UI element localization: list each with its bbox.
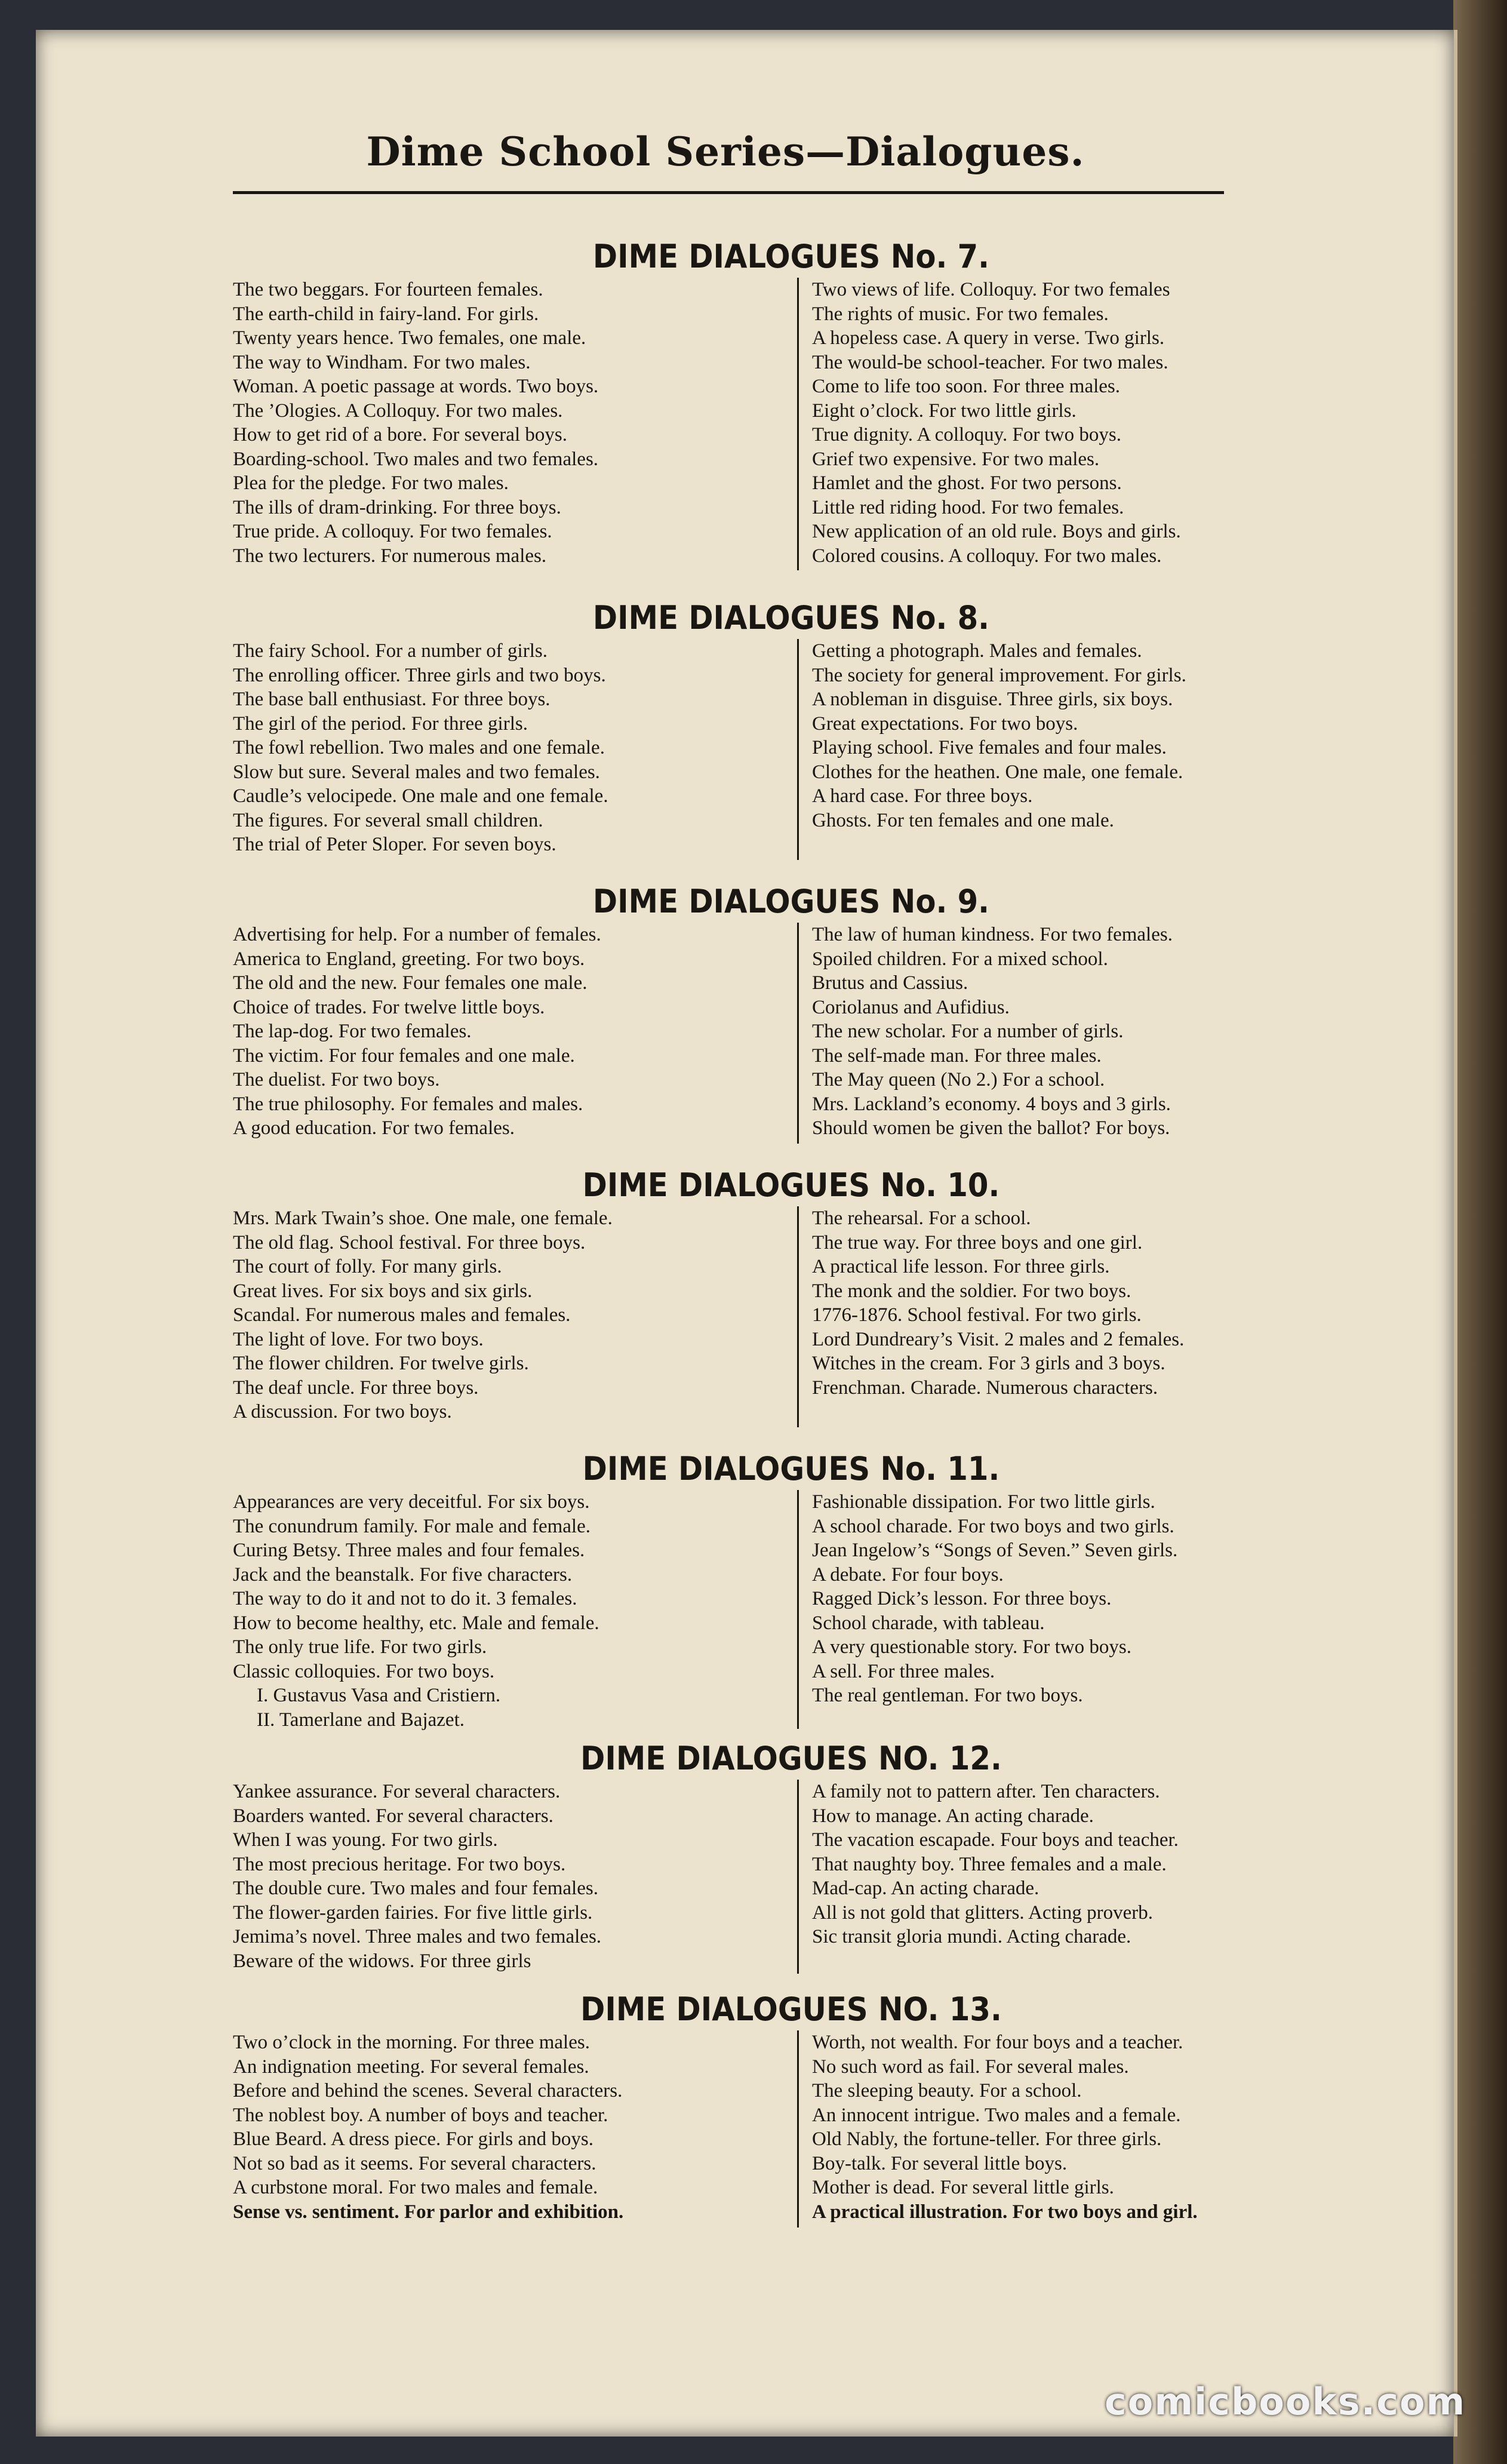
list-item: The double cure. Two males and four females. <box>233 1878 598 1899</box>
right-column <box>812 1206 1349 1400</box>
list-item: The flower-garden fairies. For five little girls. <box>233 1901 593 1924</box>
list-item: A good education. For two females. <box>233 1117 515 1139</box>
column-divider <box>797 278 799 570</box>
list-item: How to become healthy, etc. Male and female. <box>233 1612 599 1634</box>
list-item: A very questionable story. For two boys. <box>812 1636 1131 1658</box>
list-item: Playing school. Five females and four males. <box>812 737 1167 758</box>
list-item: A school charade. For two boys and two girls. <box>812 1515 1174 1537</box>
list-item: Ragged Dick’s lesson. For three boys. <box>812 1588 1112 1609</box>
list-item: The flower children. For twelve girls. <box>233 1353 529 1374</box>
list-item: The monk and the soldier. For two boys. <box>812 1280 1131 1302</box>
list-item: II. Tamerlane and Bajazet. <box>257 1709 465 1731</box>
section-columns <box>233 923 1349 1144</box>
section-columns <box>233 1206 1349 1427</box>
header-rule <box>233 191 1224 194</box>
section-title: DIME DIALOGUES NO. 13. <box>580 1990 1002 2028</box>
list-item: Fashionable dissipation. For two little girls. <box>812 1491 1155 1513</box>
list-item: The true way. For three boys and one girl. <box>812 1231 1143 1253</box>
list-item: Come to life too soon. For three males. <box>812 376 1120 397</box>
list-item: Caudle’s velocipede. One male and one female. <box>233 785 608 807</box>
list-item: Colored cousins. A colloquy. For two males. <box>812 545 1162 567</box>
site-watermark: comicbooks.com <box>1105 2380 1466 2423</box>
list-item: True pride. A colloquy. For two females. <box>233 521 552 542</box>
list-item: Plea for the pledge. For two males. <box>233 472 509 494</box>
list-item: Lord Dundreary’s Visit. 2 males and 2 females. <box>812 1328 1185 1350</box>
list-item: Slow but sure. Several males and two females. <box>233 761 600 783</box>
list-item: Mother is dead. For several little girls. <box>812 2177 1114 2198</box>
list-item: Mrs. Lackland’s economy. 4 boys and 3 girls. <box>812 1093 1171 1115</box>
list-item: Classic colloquies. For two boys. <box>233 1660 495 1682</box>
list-item: Before and behind the scenes. Several characters. <box>233 2080 623 2102</box>
list-item: The rights of music. For two females. <box>812 303 1109 325</box>
list-item: The base ball enthusiast. For three boys. <box>233 689 550 710</box>
list-item: Boy-talk. For several little boys. <box>812 2152 1068 2174</box>
section-title: DIME DIALOGUES NO. 12. <box>580 1740 1002 1777</box>
left-column <box>233 639 782 857</box>
list-item: I. Gustavus Vasa and Cristiern. <box>257 1685 501 1706</box>
list-item: The two lecturers. For numerous males. <box>233 545 547 567</box>
list-item: Blue Beard. A dress piece. For girls and boys. <box>233 2128 593 2150</box>
list-item: A practical illustration. For two boys and girl. <box>812 2201 1198 2223</box>
list-item: Choice of trades. For twelve little boys. <box>233 996 545 1018</box>
column-divider <box>797 1780 799 1974</box>
right-column <box>812 2030 1349 2224</box>
list-item: Coriolanus and Aufidius. <box>812 996 1010 1018</box>
section-dialogues-8 <box>233 597 1349 860</box>
list-item: The ’Ologies. A Colloquy. For two males. <box>233 400 563 422</box>
list-item: The old and the new. Four females one male. <box>233 972 588 994</box>
list-item: A debate. For four boys. <box>812 1563 1004 1586</box>
list-item: The lap-dog. For two females. <box>233 1021 472 1042</box>
list-item: Mrs. Mark Twain’s shoe. One male, one female. <box>233 1208 613 1229</box>
list-item: The true philosophy. For females and males. <box>233 1093 583 1115</box>
list-item: The way to Windham. For two males. <box>233 351 531 373</box>
section-dialogues-7 <box>233 236 1349 570</box>
list-item: 1776-1876. School festival. For two girls. <box>812 1304 1142 1326</box>
section-dialogues-10 <box>233 1165 1349 1427</box>
list-item: New application of an old rule. Boys and girls. <box>812 521 1181 542</box>
column-divider <box>797 639 799 860</box>
list-item: All is not gold that glitters. Acting proverb. <box>812 1901 1154 1924</box>
column-divider <box>797 1490 799 1729</box>
list-item: The new scholar. For a number of girls. <box>812 1021 1124 1042</box>
list-item: Advertising for help. For a number of females. <box>233 924 601 945</box>
section-title: DIME DIALOGUES No. 8. <box>592 599 990 637</box>
column-divider <box>797 1206 799 1427</box>
list-item: The conundrum family. For male and female. <box>233 1515 591 1537</box>
list-item: The deaf uncle. For three boys. <box>233 1377 479 1399</box>
list-item: A curbstone moral. For two males and female. <box>233 2177 598 2198</box>
list-item: Spoiled children. For a mixed school. <box>812 948 1108 970</box>
list-item: A sell. For three males. <box>812 1660 995 1682</box>
list-item: The real gentleman. For two boys. <box>812 1685 1083 1706</box>
list-item: The rehearsal. For a school. <box>812 1208 1031 1229</box>
list-item: The only true life. For two girls. <box>233 1636 487 1658</box>
list-item: Mad-cap. An acting charade. <box>812 1878 1039 1899</box>
list-item: The way to do it and not to do it. 3 females. <box>233 1588 577 1609</box>
list-item: The fowl rebellion. Two males and one female. <box>233 737 605 758</box>
list-item: True dignity. A colloquy. For two boys. <box>812 424 1121 446</box>
list-item: Old Nably, the fortune-teller. For three girls. <box>812 2128 1162 2150</box>
list-item: The society for general improvement. For girls. <box>812 664 1186 686</box>
list-item: The noblest boy. A number of boys and teacher. <box>233 2104 608 2126</box>
list-item: Hamlet and the ghost. For two persons. <box>812 472 1122 494</box>
list-item: The most precious heritage. For two boys. <box>233 1853 566 1875</box>
book-binding <box>1453 0 1507 2464</box>
list-item: Two views of life. Colloquy. For two females <box>812 279 1170 300</box>
section-columns <box>233 2030 1349 2228</box>
list-item: A practical life lesson. For three girls. <box>812 1256 1110 1277</box>
list-item: Boarders wanted. For several characters. <box>233 1805 553 1827</box>
list-item: Curing Betsy. Three males and four females. <box>233 1540 585 1561</box>
list-item: The old flag. School festival. For three boys. <box>233 1231 586 1253</box>
list-item: Jack and the beanstalk. For five characters. <box>233 1563 573 1586</box>
left-column <box>233 278 782 568</box>
list-item: The vacation escapade. Four boys and teacher. <box>812 1829 1179 1851</box>
list-item: The court of folly. For many girls. <box>233 1256 502 1277</box>
list-item: Woman. A poetic passage at words. Two boys. <box>233 376 599 397</box>
right-column <box>812 923 1349 1141</box>
list-item: Great expectations. For two boys. <box>812 712 1078 735</box>
list-item: A nobleman in disguise. Three girls, six boys. <box>812 689 1173 710</box>
list-item: Jemima’s novel. Three males and two females. <box>233 1926 602 1947</box>
list-item: No such word as fail. For several males. <box>812 2056 1129 2078</box>
list-item: The duelist. For two boys. <box>233 1069 440 1090</box>
list-item: How to manage. An acting charade. <box>812 1805 1094 1827</box>
list-item: America to England, greeting. For two boys. <box>233 948 585 970</box>
section-dialogues-13 <box>233 1989 1349 2228</box>
list-item: Frenchman. Charade. Numerous characters. <box>812 1377 1158 1399</box>
list-item: The girl of the period. For three girls. <box>233 712 528 735</box>
list-item: Not so bad as it seems. For several characters. <box>233 2152 596 2174</box>
list-item: Witches in the cream. For 3 girls and 3 boys. <box>812 1353 1165 1374</box>
list-item: A discussion. For two boys. <box>233 1401 452 1423</box>
right-column <box>812 1780 1349 1949</box>
section-columns <box>233 639 1349 860</box>
left-column <box>233 923 782 1141</box>
list-item: Should women be given the ballot? For boys. <box>812 1117 1170 1139</box>
list-item: An indignation meeting. For several females. <box>233 2056 589 2078</box>
left-column <box>233 1490 782 1732</box>
section-dialogues-9 <box>233 881 1349 1144</box>
right-column <box>812 1490 1349 1708</box>
section-title: DIME DIALOGUES No. 9. <box>592 883 990 920</box>
list-item: That naughty boy. Three females and a male. <box>812 1853 1167 1875</box>
list-item: Scandal. For numerous males and females. <box>233 1304 571 1326</box>
list-item: The sleeping beauty. For a school. <box>812 2080 1082 2102</box>
section-columns <box>233 1490 1349 1735</box>
list-item: Twenty years hence. Two females, one male. <box>233 327 586 349</box>
list-item: An innocent intrigue. Two males and a female. <box>812 2104 1181 2126</box>
list-item: Sense vs. sentiment. For parlor and exhibition. <box>233 2201 624 2223</box>
left-column <box>233 1780 782 1973</box>
list-item: A hopeless case. A query in verse. Two girls. <box>812 327 1165 349</box>
list-item: Jean Ingelow’s “Songs of Seven.” Seven girls. <box>812 1540 1178 1561</box>
list-item: Sic transit gloria mundi. Acting charade. <box>812 1926 1131 1947</box>
list-item: The enrolling officer. Three girls and two boys. <box>233 664 606 686</box>
list-item: Great lives. For six boys and six girls. <box>233 1280 533 1302</box>
column-divider <box>797 2030 799 2228</box>
section-title: DIME DIALOGUES No. 10. <box>582 1166 1000 1204</box>
right-column <box>812 639 1349 832</box>
section-title: DIME DIALOGUES No. 11. <box>582 1450 1000 1488</box>
list-item: When I was young. For two girls. <box>233 1829 498 1851</box>
list-item: Appearances are very deceitful. For six boys. <box>233 1491 590 1513</box>
section-title: DIME DIALOGUES No. 7. <box>592 238 990 275</box>
list-item: Little red riding hood. For two females. <box>812 496 1124 518</box>
section-dialogues-12 <box>233 1738 1349 1977</box>
list-item: Ghosts. For ten females and one male. <box>812 809 1114 831</box>
section-dialogues-11 <box>233 1448 1349 1735</box>
list-item: The two beggars. For fourteen females. <box>233 279 543 300</box>
list-item: The self-made man. For three males. <box>812 1044 1102 1067</box>
column-divider <box>797 923 799 1144</box>
list-item: The figures. For several small children. <box>233 809 543 831</box>
list-item: The victim. For four females and one male. <box>233 1044 575 1067</box>
list-item: Yankee assurance. For several characters. <box>233 1781 561 1802</box>
list-item: A hard case. For three boys. <box>812 785 1033 807</box>
left-column <box>233 2030 782 2224</box>
list-item: Eight o’clock. For two little girls. <box>812 400 1077 422</box>
list-item: Boarding-school. Two males and two females. <box>233 448 599 470</box>
list-item: The light of love. For two boys. <box>233 1328 484 1350</box>
list-item: The May queen (No 2.) For a school. <box>812 1069 1105 1090</box>
list-item: A family not to pattern after. Ten characters. <box>812 1781 1160 1802</box>
list-item: The would-be school-teacher. For two males. <box>812 351 1168 373</box>
list-item: Grief two expensive. For two males. <box>812 448 1100 470</box>
page-header: Dime School Series—Dialogues. <box>366 128 1085 175</box>
list-item: The law of human kindness. For two females. <box>812 924 1173 945</box>
list-item: The ills of dram-drinking. For three boys. <box>233 496 561 518</box>
list-item: Brutus and Cassius. <box>812 972 968 994</box>
list-item: The trial of Peter Sloper. For seven boys. <box>233 834 556 855</box>
list-item: Clothes for the heathen. One male, one female. <box>812 761 1183 783</box>
list-item: The earth-child in fairy-land. For girls. <box>233 303 539 325</box>
left-column <box>233 1206 782 1424</box>
list-item: The fairy School. For a number of girls. <box>233 640 548 662</box>
list-item: How to get rid of a bore. For several boys. <box>233 424 567 446</box>
list-item: Two o’clock in the morning. For three males. <box>233 2032 590 2053</box>
list-item: School charade, with tableau. <box>812 1612 1045 1634</box>
list-item: Worth, not wealth. For four boys and a teacher. <box>812 2032 1183 2053</box>
section-columns <box>233 1780 1349 1977</box>
list-item: Getting a photograph. Males and females. <box>812 640 1142 662</box>
right-column <box>812 278 1349 568</box>
section-columns <box>233 278 1349 570</box>
list-item: Beware of the widows. For three girls <box>233 1950 531 1972</box>
